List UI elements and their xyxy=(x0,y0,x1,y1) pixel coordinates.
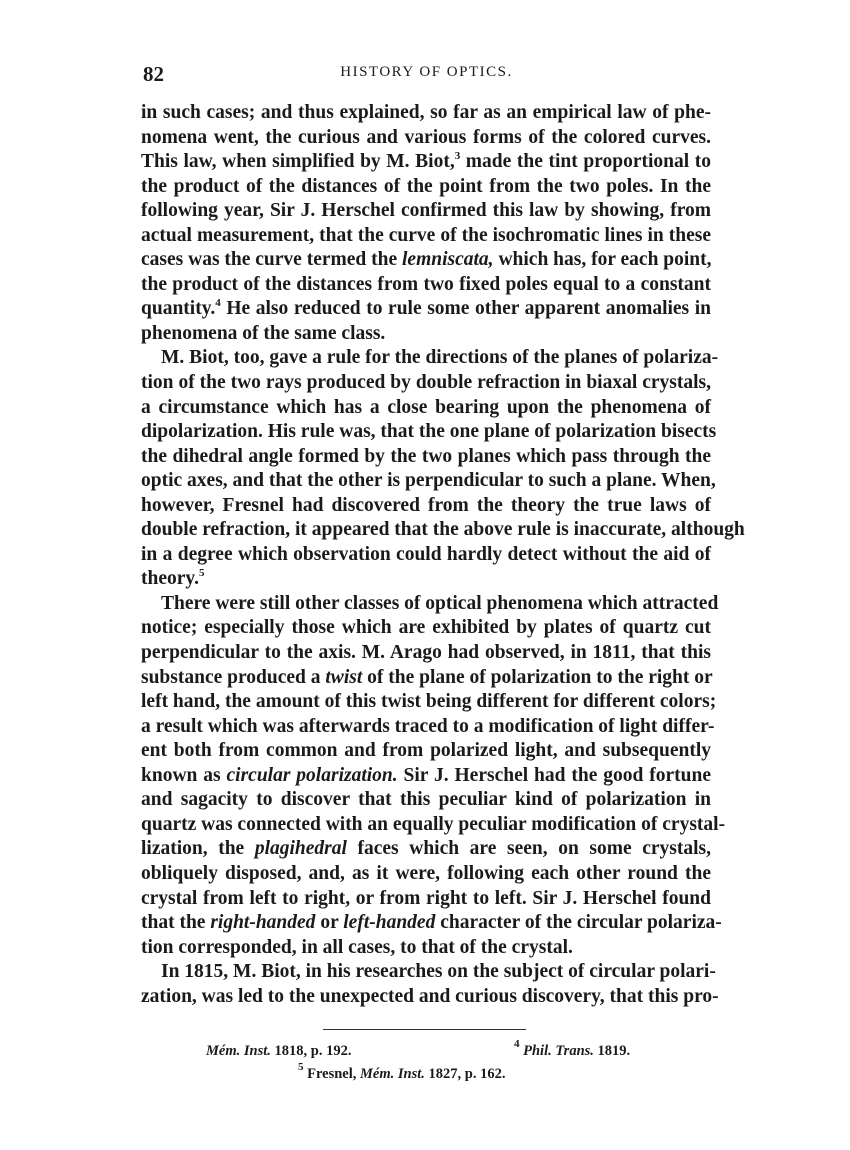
text-run: nomena went, the curious and various forms of the colored curves. xyxy=(141,126,711,148)
footnote-4 xyxy=(514,1038,631,1060)
text-line xyxy=(141,837,711,862)
text-run: tion corresponded, in all cases, to that of the crystal. xyxy=(141,936,573,958)
text-run: lization, the xyxy=(141,838,255,860)
page-header xyxy=(143,62,710,86)
text-run: He also reduced to rule some other apparent anomalies in xyxy=(220,298,711,320)
text-run: Sir J. Herschel had the good fortune xyxy=(397,764,711,786)
italic-text: Mém. Inst. xyxy=(360,1066,425,1082)
text-run: however, Fresnel had discovered from the theory the true laws of xyxy=(141,494,711,516)
text-line xyxy=(141,788,711,813)
text-line xyxy=(141,396,711,421)
text-line xyxy=(141,224,711,249)
text-line xyxy=(141,101,711,126)
body-text xyxy=(141,101,745,1009)
text-line xyxy=(141,666,711,691)
text-run: tion of the two rays produced by double refraction in biaxal crystals, xyxy=(141,372,711,394)
text-line xyxy=(141,150,711,175)
text-line xyxy=(141,494,711,519)
text-run: zation, was led to the unexpected and curious discovery, that this pro- xyxy=(141,985,719,1007)
text-line xyxy=(141,518,745,543)
text-line xyxy=(141,813,726,838)
italic-text: plagihedral xyxy=(254,838,347,860)
text-run: made the tint proportional to xyxy=(460,151,712,173)
italic-text: twist xyxy=(325,666,363,688)
text-run: and sagacity to discover that this peculiar kind of polarization in xyxy=(141,789,711,811)
text-line xyxy=(141,567,711,592)
text-run: 1818, p. 192. xyxy=(270,1043,352,1059)
text-run: cases was the curve termed the xyxy=(141,249,403,271)
footnote-ref: 4 xyxy=(215,297,221,310)
text-run: left hand, the amount of this twist being different for different colors; xyxy=(141,691,717,713)
text-line xyxy=(141,911,722,936)
text-run: which has, for each point, xyxy=(493,249,712,271)
text-run: faces which are seen, on some crystals, xyxy=(346,838,711,860)
page-number: 82 xyxy=(143,62,164,86)
text-run: crystal from left to right, or from right to left. Sir J. Herschel found xyxy=(141,887,711,909)
footnote-ref: 4 xyxy=(514,1038,520,1050)
text-line xyxy=(141,175,711,200)
text-line xyxy=(141,297,711,322)
text-run: of the plane of polarization to the right or xyxy=(362,666,713,688)
text-run: notice; especially those which are exhibited by plates of quartz cut xyxy=(141,617,711,639)
text-run: perpendicular to the axis. M. Arago had observed, in 1811, that this xyxy=(141,642,711,664)
footnote-ref: 5 xyxy=(298,1061,304,1073)
text-run: This law, when simplified by M. Biot, xyxy=(141,151,455,173)
text-line xyxy=(141,445,711,470)
text-run: in a degree which observation could hardly detect without the aid of xyxy=(141,543,711,565)
text-run: Fresnel, xyxy=(303,1066,361,1082)
running-head: HISTORY OF OPTICS. xyxy=(340,64,513,80)
text-line xyxy=(141,715,715,740)
text-run: optic axes, and that the other is perpendicular to such a plane. When, xyxy=(141,470,716,492)
footnote-ref: 3 xyxy=(454,150,461,163)
text-run: a circumstance which has a close bearing upon the phenomena of xyxy=(141,396,711,418)
italic-text: circular polarization. xyxy=(226,764,398,786)
text-run: following year, Sir J. Herschel confirmed this law by showing, from xyxy=(141,200,711,222)
text-run: 1827, p. 162. xyxy=(424,1066,506,1082)
text-line xyxy=(141,985,719,1010)
italic-text: Mém. Inst. xyxy=(206,1043,271,1059)
text-run: the product of the distances from two fixed poles equal to a constant xyxy=(141,273,711,295)
footnote-5 xyxy=(298,1061,506,1083)
text-run: 1819. xyxy=(593,1043,631,1059)
text-line xyxy=(141,936,711,961)
text-line xyxy=(141,641,711,666)
text-run: character of the circular polariza- xyxy=(435,912,722,934)
text-line xyxy=(141,346,719,371)
text-run: In 1815, M. Biot, in his researches on the subject of circular polari- xyxy=(161,961,716,983)
text-line xyxy=(141,592,719,617)
text-line xyxy=(141,371,711,396)
text-run: There were still other classes of optical phenomena which attracted xyxy=(161,592,719,614)
text-run: that the xyxy=(141,912,211,934)
text-run: phenomena of the same class. xyxy=(141,322,386,344)
text-run: actual measurement, that the curve of the isochromatic lines in these xyxy=(141,224,711,246)
text-line xyxy=(141,764,711,789)
italic-text: Phil. Trans. xyxy=(523,1043,594,1059)
text-line xyxy=(141,469,716,494)
text-line xyxy=(141,322,711,347)
text-run: substance produced a xyxy=(141,666,326,688)
text-line xyxy=(141,199,711,224)
footnote-ref: 5 xyxy=(198,567,205,580)
text-run: or xyxy=(315,912,344,934)
footnote-3 xyxy=(206,1043,351,1060)
text-run: quartz was connected with an equally peculiar modification of crystal- xyxy=(141,813,726,835)
text-line xyxy=(141,273,711,298)
italic-text: lemniscata, xyxy=(402,249,494,271)
text-run: the dihedral angle formed by the two planes which pass through the xyxy=(141,445,711,467)
text-run: ent both from common and from polarized light, and subsequently xyxy=(141,740,711,762)
text-line xyxy=(141,960,716,985)
text-line xyxy=(141,420,717,445)
text-run: double refraction, it appeared that the above rule is inaccurate, although xyxy=(141,519,745,541)
text-line xyxy=(141,690,717,715)
text-run: obliquely disposed, and, as it were, following each other round the xyxy=(141,862,711,884)
text-run: quantity. xyxy=(141,298,216,320)
text-run: known as xyxy=(141,764,227,786)
italic-text: right-handed xyxy=(210,912,316,934)
text-run: dipolarization. His rule was, that the one plane of polarization bisects xyxy=(141,421,717,443)
text-line xyxy=(141,862,711,887)
text-run: the product of the distances of the point from the two poles. In the xyxy=(141,175,711,197)
text-line xyxy=(141,739,711,764)
text-run: a result which was afterwards traced to a modification of light differ- xyxy=(141,715,715,737)
text-run: M. Biot, too, gave a rule for the directions of the planes of polariza- xyxy=(161,347,719,369)
text-run: in such cases; and thus explained, so far as an empirical law of phe- xyxy=(141,102,711,123)
italic-text: left-handed xyxy=(343,912,436,934)
footnote-rule xyxy=(323,1029,526,1030)
text-run: theory. xyxy=(141,568,199,590)
text-line xyxy=(141,126,711,151)
text-line xyxy=(141,543,711,568)
text-line xyxy=(141,616,711,641)
text-line xyxy=(141,887,711,912)
text-line xyxy=(141,248,711,273)
